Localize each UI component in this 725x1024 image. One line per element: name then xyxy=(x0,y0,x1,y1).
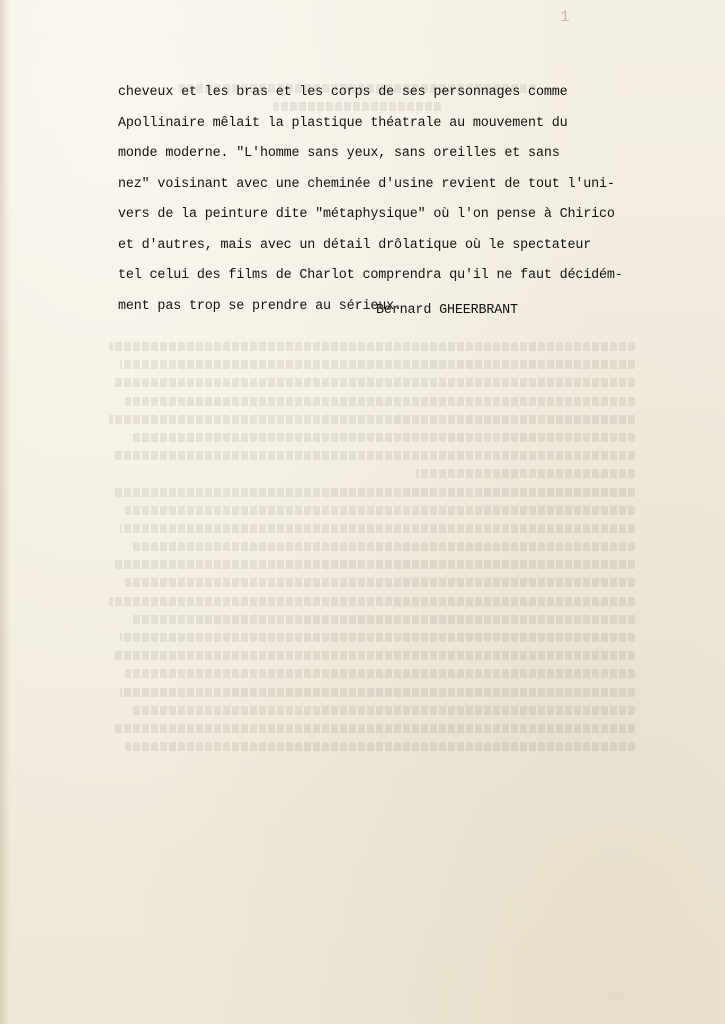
bleed-body-block xyxy=(87,334,635,760)
body-line: ment pas trop se prendre au sérieux. xyxy=(118,298,402,314)
paper-edge-shadow xyxy=(0,0,10,1024)
author-signature: Bernard GHEERBRANT xyxy=(376,303,518,318)
body-line: Apollinaire mêlait la plastique théatrale au mouvement du xyxy=(118,115,568,131)
body-line: vers de la peinture dite "métaphysique" où l'on pense à Chirico xyxy=(118,207,615,222)
page-number: 1 xyxy=(560,8,571,26)
body-line: et d'autres, mais avec un détail drôlatique où le spectateur xyxy=(118,237,592,253)
body-line: tel celui des films de Charlot comprendra qu'il ne faut décidém- xyxy=(118,268,623,283)
body-line: monde moderne. "L'homme sans yeux, sans oreilles et sans xyxy=(118,146,560,161)
body-line: cheveux et les bras et les corps de ses personnages comme xyxy=(118,85,568,100)
body-text xyxy=(118,78,638,322)
body-line: nez" voisinant avec une cheminée d'usine revient de tout l'uni- xyxy=(118,176,615,192)
